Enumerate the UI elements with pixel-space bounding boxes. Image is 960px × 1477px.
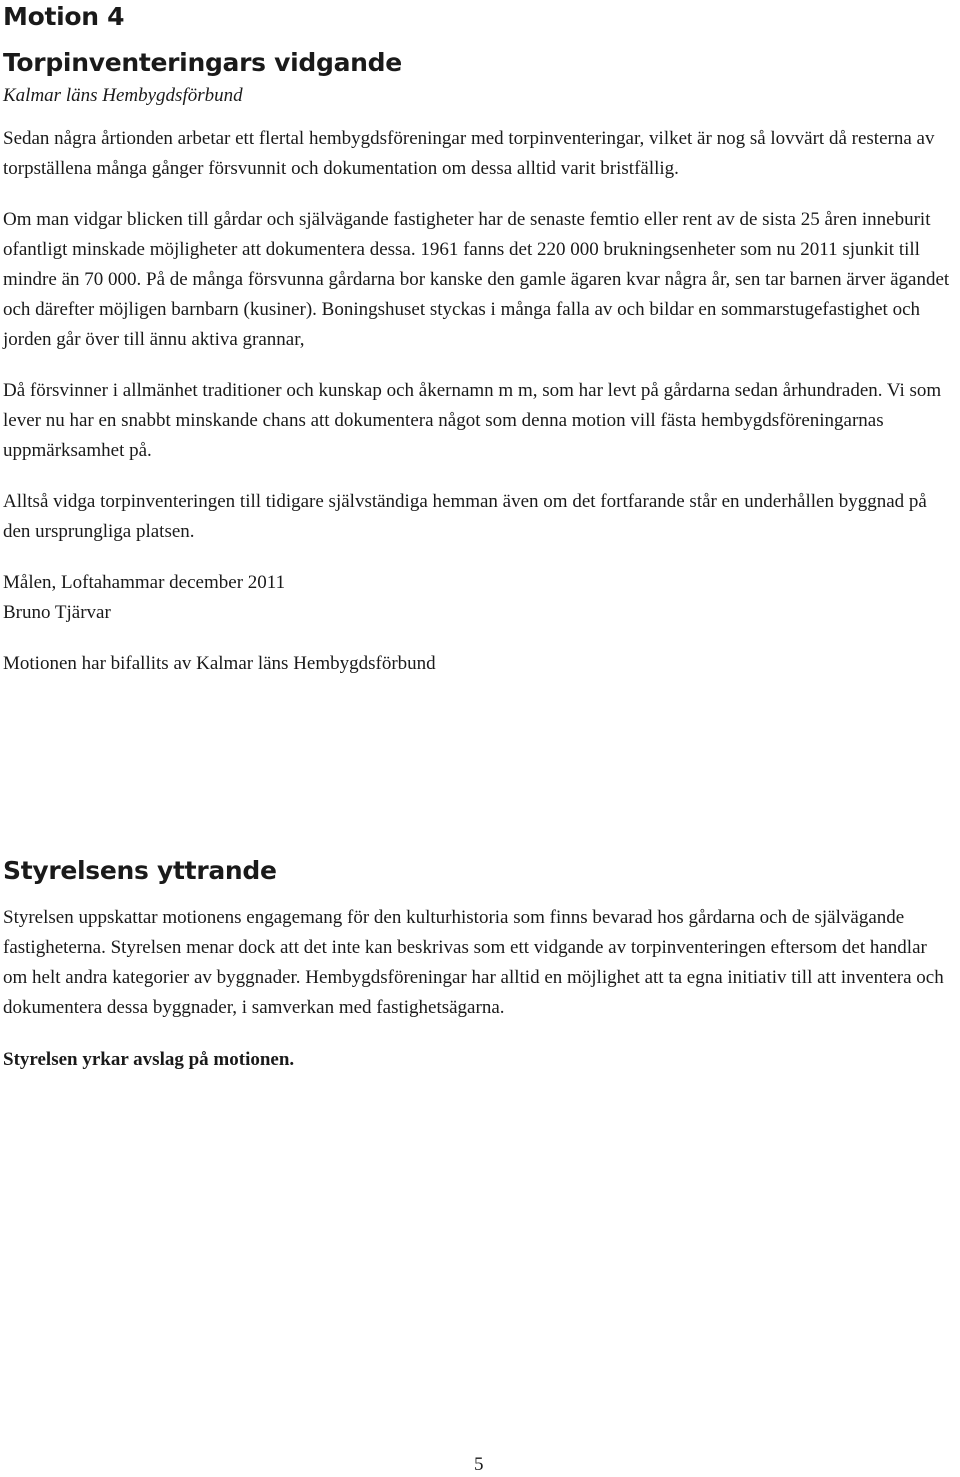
author-organization: Kalmar läns Hembygdsförbund — [3, 85, 243, 106]
motion-number: Motion 4 — [3, 2, 125, 31]
motion-title: Torpinventeringars vidgande — [3, 48, 402, 77]
board-verdict: Styrelsen yrkar avslag på motionen. — [3, 1049, 295, 1070]
signature-place-date: Målen, Loftahammar december 2011 — [3, 572, 286, 593]
paragraph-2: Om man vidgar blicken till gårdar och självägande fastigheter har de senaste femtio eller rent av de sista 25 åren inneburit ofantligt minskade möjligheter att dokumentera dessa. 1961 fanns det 220 000 brukningsenheter som nu 2011 sjunkit till mindre än 70 000. På de många försvunna gårdarna bor kanske den gamle ägaren kvar några år, sen tar barnen ärver ägandet och därefter möjligen barnbarn (kusiner). Boningshuset styckas i många falla av och bildar en sommarstugefastighet och jorden går över till ännu aktiva grannar, — [3, 209, 950, 350]
approval-note: Motionen har bifallits av Kalmar läns Hembygdsförbund — [3, 653, 436, 674]
page-number: 5 — [474, 1454, 484, 1475]
board-statement-section — [3, 856, 955, 1094]
paragraph-3: Då försvinner i allmänhet traditioner och kunskap och åkernamn m m, som har levt på gårdarna sedan århundraden. Vi som lever nu har en snabbt minskande chans att dokumentera något som denna motion vill fästa hembygdsföreningarnas uppmärksamhet på. — [3, 380, 942, 461]
signature-block — [3, 568, 955, 628]
paragraph-4: Alltså vidga torpinventeringen till tidigare självständiga hemman även om det fortfarande står en underhållen byggnad på den ursprungliga platsen. — [3, 491, 927, 542]
document-page — [3, 0, 955, 679]
board-statement: Styrelsen uppskattar motionens engagemang för den kulturhistoria som finns bevarad hos gårdarna och de självägande fastigheterna. Styrelsen menar dock att det inte kan beskrivas som ett vidgande av torpinventeringen eftersom det handlar om helt andra kategorier av byggnader. Hembygdsföreningar har alltid en möjlighet att ta egna initiativ till att inventera och dokumentera dessa byggnader, i samverkan med fastighetsägarna. — [3, 907, 944, 1018]
signature-name: Bruno Tjärvar — [3, 602, 111, 623]
paragraph-1: Sedan några årtionden arbetar ett flertal hembygdsföreningar med torpinventeringar, vilket är nog så lovvärt då resterna av torpställena många gånger försvunnit och dokumentation om dessa alltid varit bristfällig. — [3, 128, 935, 179]
board-heading: Styrelsens yttrande — [3, 856, 277, 885]
